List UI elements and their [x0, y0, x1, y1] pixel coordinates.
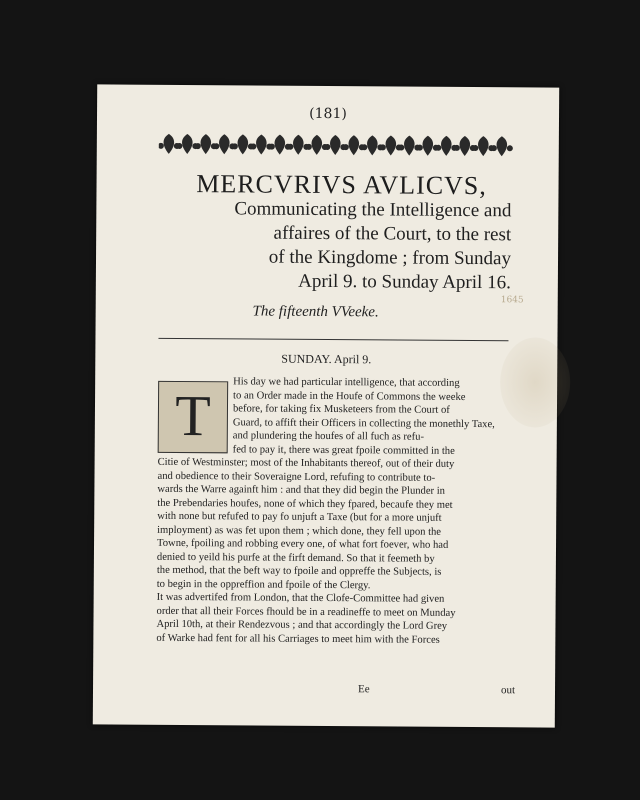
body-line: wards the Warre againft him : and that they did begin the Plunder in [157, 483, 446, 497]
fleuron-icon [232, 134, 254, 154]
fleuron-icon [343, 135, 365, 155]
fleuron-icon [380, 135, 402, 155]
fleuron-icon [195, 134, 217, 154]
body-line: denied to yeild his purfe at the firft demand. So that it feemeth by [156, 551, 435, 565]
body-line: Citie of Westminster; most of the Inhabitants thereof, out of their duty [157, 456, 455, 470]
fleuron-icon [472, 136, 494, 156]
fleuron-icon [398, 135, 420, 155]
week-label: The fifteenth VVeeke. [252, 303, 379, 321]
body-line: with none but refufed to pay fo unjuft a Taxe (but for a more unjuft [157, 510, 442, 524]
fleuron-icon [306, 135, 328, 155]
body-line: fed to pay it, there was great fpoile committed in the [232, 443, 455, 457]
pencil-annotation: 1645 [500, 295, 524, 306]
body-line: imployment) as was fet upon them ; which done, they fell upon the [157, 524, 442, 538]
newspaper-page [93, 84, 559, 727]
body-line: Guard, to affift their Officers in collecting the monethly Taxe, [232, 416, 495, 430]
body-line: before, for taking fix Musketeers from the Court of [232, 403, 450, 416]
divider-rule [158, 338, 508, 341]
signature-mark: Ee [357, 683, 370, 696]
body-line: April 10th, at their Rendezvous ; and that accordingly the Lord Grey [156, 618, 448, 632]
body-line: Towne, fpoiling and robbing every one, of what fort foever, who had [156, 537, 449, 551]
catchword: out [500, 684, 516, 697]
body-line: of Warke had fent for all his Carriages to meet him with the Forces [156, 632, 440, 646]
fleuron-icon [454, 136, 476, 156]
body-line: to begin in the oppreffion and fpoile of the Clergy. [156, 578, 371, 591]
fleuron-icon [287, 135, 309, 155]
body-line: His day we had particular intelligence, that according [233, 376, 460, 389]
subtitle-line: affaires of the Court, to the rest [273, 222, 512, 246]
body-line: the method, that the beft way to fpoile and oppreffe the Subjects, is [156, 564, 442, 578]
masthead-title: MERCVRIVS AVLICVS, [196, 169, 487, 201]
page-number: (181) [309, 105, 347, 123]
subtitle-line: of the Kingdome ; from Sunday [268, 246, 512, 270]
fleuron-icon [324, 135, 346, 155]
fleuron-icon [491, 136, 513, 156]
body-line: and obedience to their Soveraigne Lord, refufing to contribute to- [157, 470, 436, 484]
article-body [156, 375, 518, 648]
masthead-subtitle [151, 197, 512, 296]
fleuron-icon [250, 134, 272, 154]
day-heading: SUNDAY. April 9. [281, 351, 372, 367]
body-line: It was advertifed from London, that the Clofe-Committee had given [156, 591, 445, 605]
body-line: the Prebendaries houfes, none of which they fpared, becaufe they met [157, 497, 453, 511]
drop-initial-letter: T [174, 382, 211, 449]
fleuron-icon [213, 134, 235, 154]
fleuron-icon [435, 136, 457, 156]
fleuron-icon [361, 135, 383, 155]
fleuron-icon [417, 136, 439, 156]
fleuron-icon [159, 134, 180, 154]
ornamental-border [159, 131, 519, 160]
fleuron-icon [176, 134, 198, 154]
subtitle-line: Communicating the Intelligence and [234, 198, 512, 222]
fleuron-icon [269, 135, 291, 155]
body-line: order that all their Forces fhould be in a readineffe to meet on Munday [156, 605, 456, 619]
body-line: and plundering the houfes of all fuch as refu- [232, 430, 425, 443]
body-line: to an Order made in the Houfe of Commons the weeke [233, 389, 466, 403]
subtitle-line: April 9. to Sunday April 16. [298, 270, 511, 294]
